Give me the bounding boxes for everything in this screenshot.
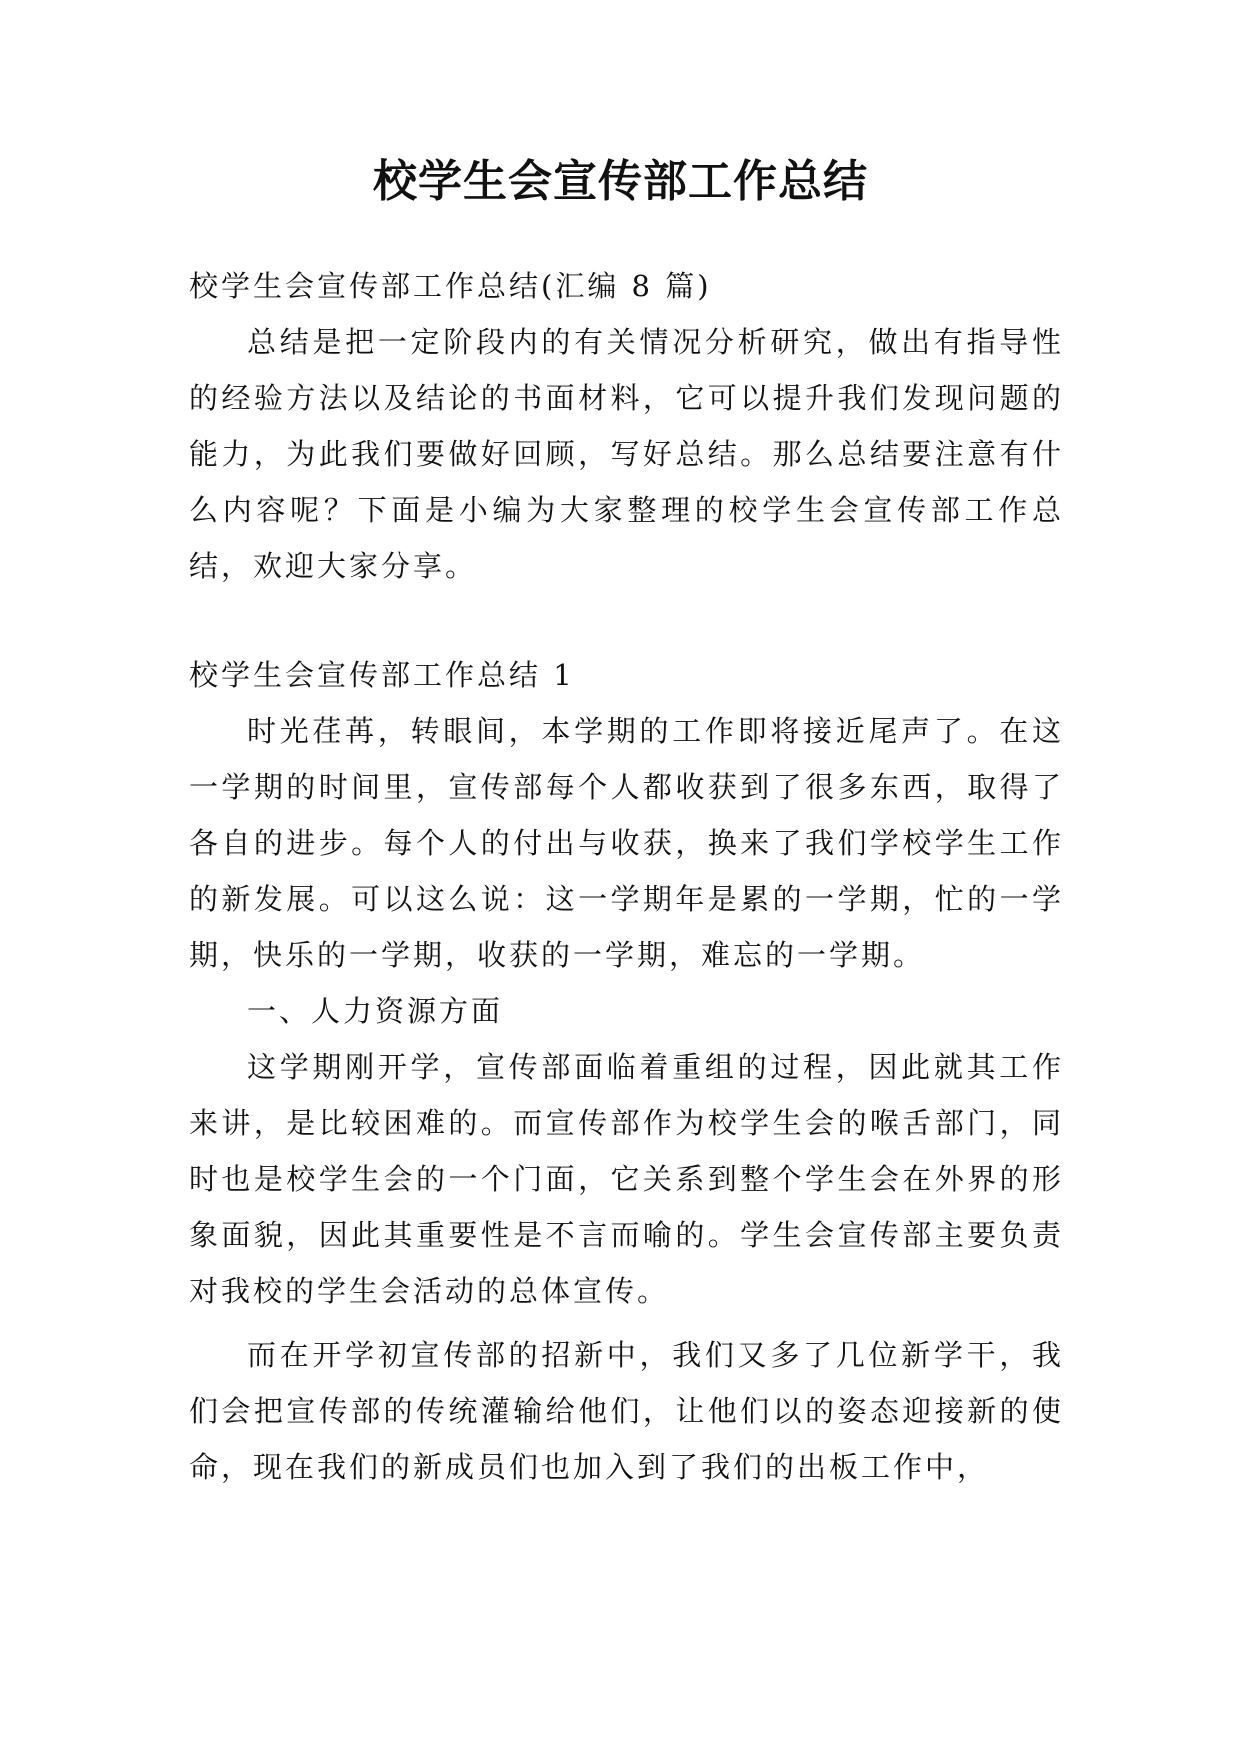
body-paragraph: 而在开学初宣传部的招新中，我们又多了几位新学干，我们会把宣传部的传统灌输给他们，让他们以的姿态迎接新的使命，现在我们的新成员们也加入到了我们的出板工作中， [189,1338,1064,1484]
sub-heading: 一、人力资源方面 [247,994,504,1028]
document-body [189,258,1064,1495]
document-title: 校学生会宣传部工作总结 [373,156,868,207]
body-paragraph: 时光荏苒，转眼间，本学期的工作即将接近尾声了。在这一学期的时间里，宣传部每个人都收获到了很多东西，取得了各自的进步。每个人的付出与收获，换来了我们学校学生工作的新发展。可以这么说：这一学期年是累的一学期，忙的一学期，快乐的一学期，收获的一学期，难忘的一学期。 [189,714,1064,972]
body-paragraph: 这学期刚开学，宣传部面临着重组的过程，因此就其工作来讲，是比较困难的。而宣传部作为校学生会的喉舌部门，同时也是校学生会的一个门面，它关系到整个学生会在外界的形象面貌，因此其重要性是不言而喻的。学生会宣传部主要负责对我校的学生会活动的总体宣传。 [189,1050,1064,1308]
intro-paragraph: 总结是把一定阶段内的有关情况分析研究，做出有指导性的经验方法以及结论的书面材料，它可以提升我们发现问题的能力，为此我们要做好回顾，写好总结。那么总结要注意有什么内容呢？下面是小编为大家整理的校学生会宣传部工作总结，欢迎大家分享。 [189,325,1064,583]
document-subtitle: 校学生会宣传部工作总结(汇编 8 篇) [189,269,712,303]
section-heading: 校学生会宣传部工作总结 1 [189,658,575,692]
